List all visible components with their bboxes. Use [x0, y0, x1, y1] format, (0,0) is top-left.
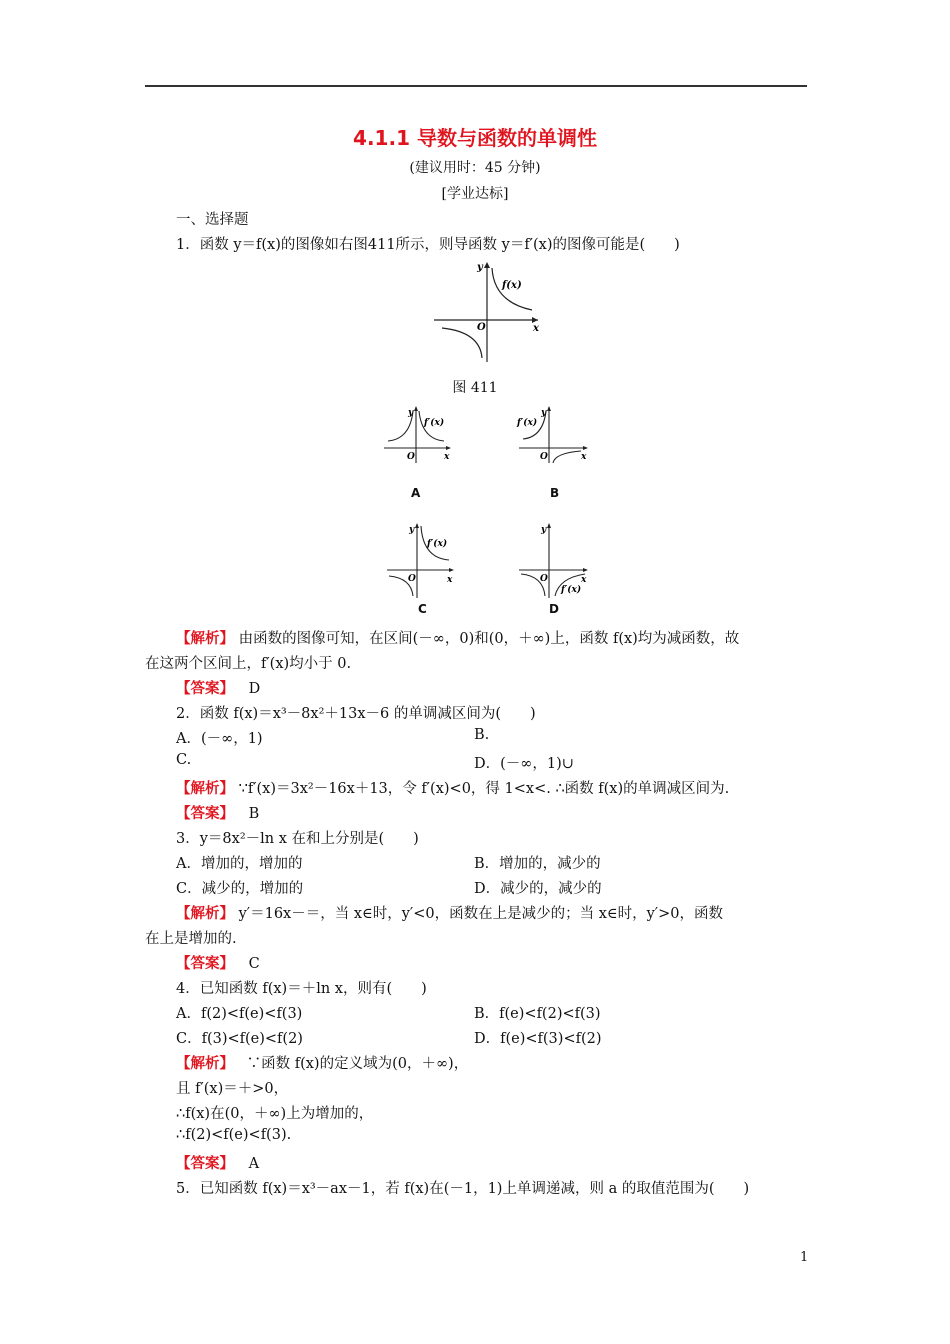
analysis-tag: 【解析】: [176, 631, 234, 647]
option-c-curve-label: f′(x): [427, 539, 448, 549]
page-number: 1: [800, 1250, 809, 1265]
option-a-label: A: [411, 486, 421, 500]
q4-option-a: A．f(2)<f(e)<f(3): [176, 1006, 303, 1022]
option-d-figure: [515, 520, 595, 604]
option-d-label: D: [549, 602, 559, 616]
q2-option-c: C.: [176, 752, 192, 768]
q4-analysis: 【解析】 ∵函数 f(x)的定义域为(0，＋∞)，: [176, 1056, 469, 1072]
q2-answer: 【答案】 B: [176, 806, 260, 822]
option-c-label: C: [418, 602, 427, 616]
q4-option-d: D．f(e)<f(3)<f(2): [474, 1031, 602, 1047]
svg-text:O: O: [408, 574, 416, 584]
page-title: 4.1.1 导数与函数的单调性: [353, 126, 597, 150]
section-label: [学业达标]: [441, 186, 509, 202]
fig-y-label: y: [477, 262, 483, 273]
answer-tag: 【答案】: [176, 681, 234, 697]
svg-text:y: y: [408, 408, 414, 418]
q1-analysis-cont: 在这两个区间上，f′(x)均小于 0.: [145, 656, 352, 672]
fig-curve-label: f(x): [502, 280, 522, 291]
part-label: 一、选择题: [176, 212, 249, 228]
q3-option-b: B．增加的，减少的: [474, 856, 601, 872]
q1-stem: 1．函数 y＝f(x)的图像如右图411所示，则导函数 y＝f′(x)的图像可能是( ): [176, 237, 680, 253]
svg-text:y: y: [541, 525, 547, 535]
q3-analysis: 【解析】 y′＝16x－＝，当 x∈时，y′<0，函数在上是减少的；当 x∈时，y′>0，函数: [176, 906, 723, 922]
option-d-curve-label: f′(x): [561, 585, 582, 595]
q3-option-d: D．减少的，减少的: [474, 881, 602, 897]
q3-answer: 【答案】 C: [176, 956, 260, 972]
svg-text:O: O: [540, 452, 548, 462]
q3-stem: 3．y＝8x²－ln x 在和上分别是( ): [176, 831, 419, 847]
option-b-figure: [515, 403, 595, 469]
q4-answer: 【答案】 A: [176, 1156, 260, 1172]
q3-option-a: A．增加的，增加的: [176, 856, 303, 872]
time-hint: (建议用时：45 分钟): [409, 160, 541, 176]
q3-option-c: C．减少的，增加的: [176, 881, 304, 897]
svg-text:y: y: [541, 408, 547, 418]
q4-option-b: B．f(e)<f(2)<f(3): [474, 1006, 601, 1022]
figure-caption: 图 411: [452, 380, 498, 396]
q4-analysis-2: 且 f′(x)＝＋>0，: [176, 1081, 289, 1097]
option-a-curve-label: f′(x): [424, 418, 445, 428]
figure-411: [430, 258, 545, 370]
svg-text:O: O: [540, 574, 548, 584]
q4-analysis-4: ∴f(2)<f(e)<f(3).: [176, 1127, 292, 1143]
q4-analysis-3: ∴f(x)在(0，＋∞)上为增加的，: [176, 1106, 374, 1122]
svg-text:x: x: [581, 575, 587, 585]
svg-text:y: y: [409, 525, 415, 535]
header-rule: [145, 85, 807, 87]
option-b-curve-label: f′(x): [517, 418, 538, 428]
q2-option-b: B.: [474, 727, 490, 743]
q5-stem: 5．已知函数 f(x)＝x³－ax－1，若 f(x)在(－1，1)上单调递减，则 a 的取值范围为( ): [176, 1181, 750, 1197]
q2-stem: 2．函数 f(x)＝x³－8x²＋13x－6 的单调减区间为( ): [176, 706, 536, 722]
svg-text:x: x: [447, 575, 453, 585]
q2-analysis: 【解析】 ∵f′(x)＝3x²－16x＋13，令 f′(x)<0，得 1<x<. ∴函数 f(x)的单调减区间为.: [176, 781, 730, 797]
q3-analysis-cont: 在上是增加的.: [145, 931, 237, 947]
q2-option-d: D．(－∞，1)∪: [474, 756, 574, 772]
q1-answer: 【答案】 D: [176, 681, 261, 697]
q2-option-a: A．(－∞，1): [176, 731, 263, 747]
fig-origin-label: O: [477, 322, 486, 333]
option-c-figure: [383, 520, 463, 604]
q1-analysis: 【解析】 由函数的图像可知，在区间(－∞，0)和(0，＋∞)上，函数 f(x)均为减函数，故: [176, 631, 740, 647]
svg-text:x: x: [581, 452, 587, 462]
q4-option-c: C．f(3)<f(e)<f(2): [176, 1031, 303, 1047]
q4-stem: 4．已知函数 f(x)＝＋ln x，则有( ): [176, 981, 427, 997]
svg-text:O: O: [407, 452, 415, 462]
option-a-figure: [380, 403, 460, 469]
svg-text:x: x: [444, 452, 450, 462]
option-b-label: B: [550, 486, 560, 500]
fig-x-label: x: [533, 323, 539, 334]
